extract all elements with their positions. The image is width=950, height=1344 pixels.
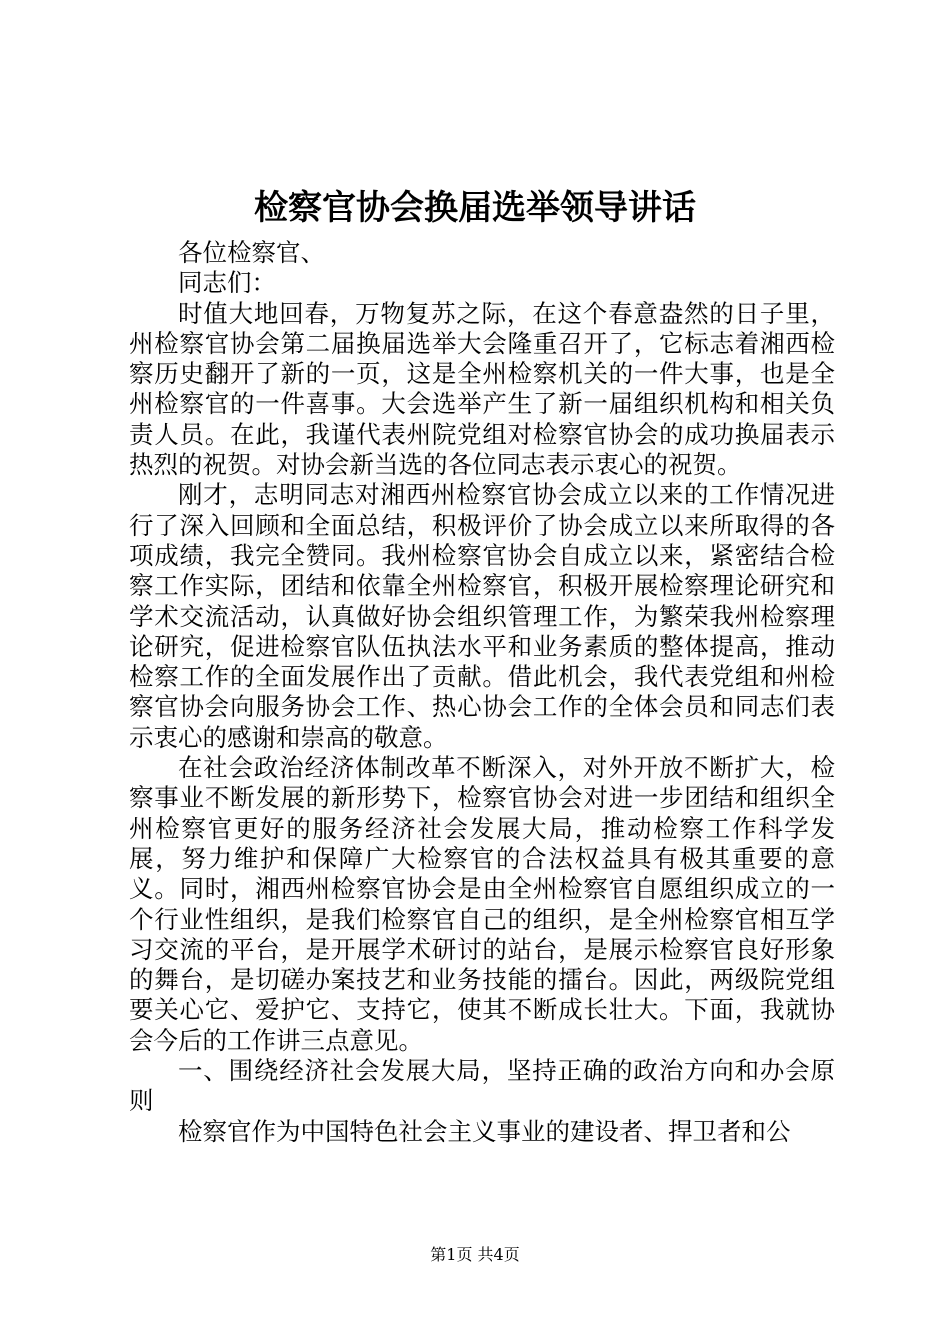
section-heading-1: 一、围绕经济社会发展大局，坚持正确的政治方向和办会原则 (129, 1056, 835, 1116)
document-body (129, 238, 835, 1147)
page-number-footer: 第1页 共4页 (430, 1245, 520, 1264)
paragraph-4: 检察官作为中国特色社会主义事业的建设者、捍卫者和公 (178, 1116, 791, 1146)
salutation-line-2: 同志们： (178, 268, 276, 298)
salutation-line-1: 各位检察官、 (178, 238, 325, 267)
document-title: 检察官协会换届选举领导讲话 (254, 188, 696, 228)
paragraph-1: 时值大地回春，万物复苏之际，在这个春意盎然的日子里，州检察官协会第二届换届选举大会隆重召开了，它标志着湘西检察历史翻开了新的一页，这是全州检察机关的一件大事，也是全州检察官的一件喜事。大会选举产生了新一届组织机构和相关负责人员。在此，我谨代表州院党组对检察官协会的成功换届表示热烈的祝贺。对协会新当选的各位同志表示衷心的祝贺。 (129, 298, 835, 480)
paragraph-3: 在社会政治经济体制改革不断深入，对外开放不断扩大，检察事业不断发展的新形势下，检察官协会对进一步团结和组织全州检察官更好的服务经济社会发展大局，推动检察工作科学发展，努力维护和保障广大检察官的合法权益具有极其重要的意义。同时，湘西州检察官协会是由全州检察官自愿组织成立的一个行业性组织，是我们检察官自己的组织，是全州检察官相互学习交流的平台，是开展学术研讨的站台，是展示检察官良好形象的舞台，是切磋办案技艺和业务技能的擂台。因此，两级院党组要关心它、爱护它、支持它，使其不断成长壮大。下面，我就协会今后的工作讲三点意见。 (129, 753, 835, 1055)
paragraph-2: 刚才，志明同志对湘西州检察官协会成立以来的工作情况进行了深入回顾和全面总结，积极评价了协会成立以来所取得的各项成绩，我完全赞同。我州检察官协会自成立以来，紧密结合检察工作实际，团结和依靠全州检察官，积极开展检察理论研究和学术交流活动，认真做好协会组织管理工作，为繁荣我州检察理论研究，促进检察官队伍执法水平和业务素质的整体提高，推动检察工作的全面发展作出了贡献。借此机会，我代表党组和州检察官协会向服务协会工作、热心协会工作的全体会员和同志们表示衷心的感谢和崇高的敬意。 (129, 480, 835, 752)
